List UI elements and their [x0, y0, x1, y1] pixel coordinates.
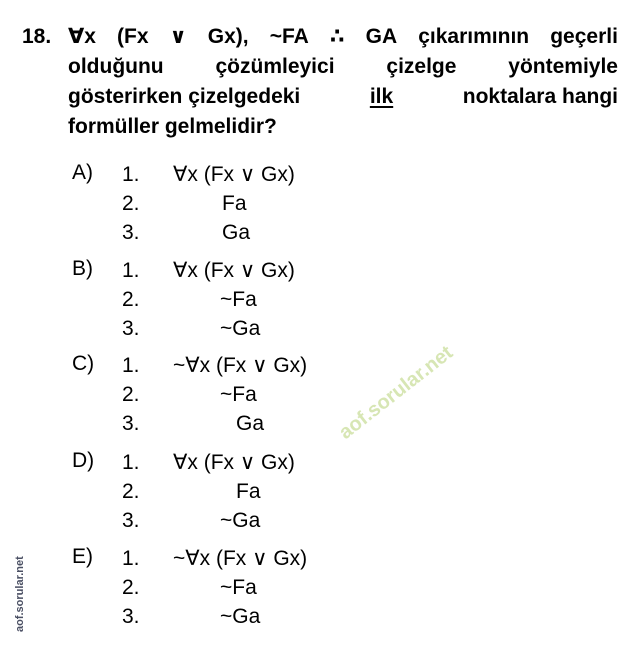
question-word: çizelge — [386, 55, 457, 78]
row-number: 1. — [122, 354, 140, 377]
row-number: 2. — [122, 383, 140, 406]
row-number: 3. — [122, 412, 140, 435]
question-word: ∀x — [68, 25, 96, 48]
watermark-diagonal: aof.sorular.net — [334, 341, 458, 444]
question-number-and-first-word — [22, 22, 96, 52]
row-number: 3. — [122, 509, 140, 532]
row-number: 3. — [122, 317, 140, 340]
row-number: 1. — [122, 163, 140, 186]
question-word: yöntemiyle — [508, 55, 618, 78]
row-formula: ~Fa — [220, 576, 257, 599]
row-number: 1. — [122, 259, 140, 282]
row-formula: ∀x (Fx ∨ Gx) — [173, 451, 295, 474]
row-formula: ∀x (Fx ∨ Gx) — [173, 259, 295, 282]
row-number: 3. — [122, 605, 140, 628]
row-number: 2. — [122, 192, 140, 215]
question-word: olduğunu — [68, 55, 164, 78]
row-number: 1. — [122, 451, 140, 474]
option-letter: A) — [72, 161, 93, 184]
therefore-symbol: ∴ — [329, 25, 345, 48]
option-letter: C) — [72, 352, 95, 375]
row-number: 1. — [122, 547, 140, 570]
question-word: GA — [365, 25, 398, 48]
row-formula: ~Fa — [220, 288, 257, 311]
option-letter: E) — [72, 545, 93, 568]
question-word: geçerli — [550, 25, 618, 48]
row-formula: ~Ga — [220, 605, 261, 628]
row-number: 2. — [122, 288, 140, 311]
question-word: çözümleyici — [215, 55, 335, 78]
row-formula: ~∀x (Fx ∨ Gx) — [173, 354, 308, 377]
question-stem — [22, 22, 618, 142]
question-text: noktalara hangi — [462, 85, 618, 108]
row-formula: ~Ga — [220, 509, 261, 532]
option-letter: B) — [72, 257, 93, 280]
question-line-1 — [22, 22, 618, 52]
question-text: formüller gelmelidir? — [68, 115, 277, 138]
row-formula: Ga — [222, 221, 251, 244]
row-formula: Ga — [236, 412, 265, 435]
row-formula: ∀x (Fx ∨ Gx) — [173, 163, 295, 186]
question-line-4 — [22, 112, 618, 142]
row-number: 2. — [122, 576, 140, 599]
row-formula: ~∀x (Fx ∨ Gx) — [173, 547, 308, 570]
question-line-3 — [22, 82, 618, 112]
question-word: ~FA — [269, 25, 309, 48]
question-word: Gx), — [207, 25, 249, 48]
row-formula: ~Ga — [220, 317, 261, 340]
row-formula: ~Fa — [220, 383, 257, 406]
question-word: çıkarımının — [418, 25, 530, 48]
question-word: (Fx — [117, 25, 149, 48]
question-number: 18. — [22, 25, 52, 48]
question-line-2 — [22, 52, 618, 82]
question-text: gösterirken çizelgedeki — [68, 85, 301, 108]
row-formula: Fa — [222, 192, 247, 215]
underlined-word: ilk — [369, 85, 394, 108]
row-number: 2. — [122, 480, 140, 503]
option-letter: D) — [72, 449, 95, 472]
row-number: 3. — [122, 221, 140, 244]
watermark-side: aof.sorular.net — [14, 556, 26, 632]
row-formula: Fa — [236, 480, 261, 503]
question-word: ∨ — [169, 25, 187, 48]
